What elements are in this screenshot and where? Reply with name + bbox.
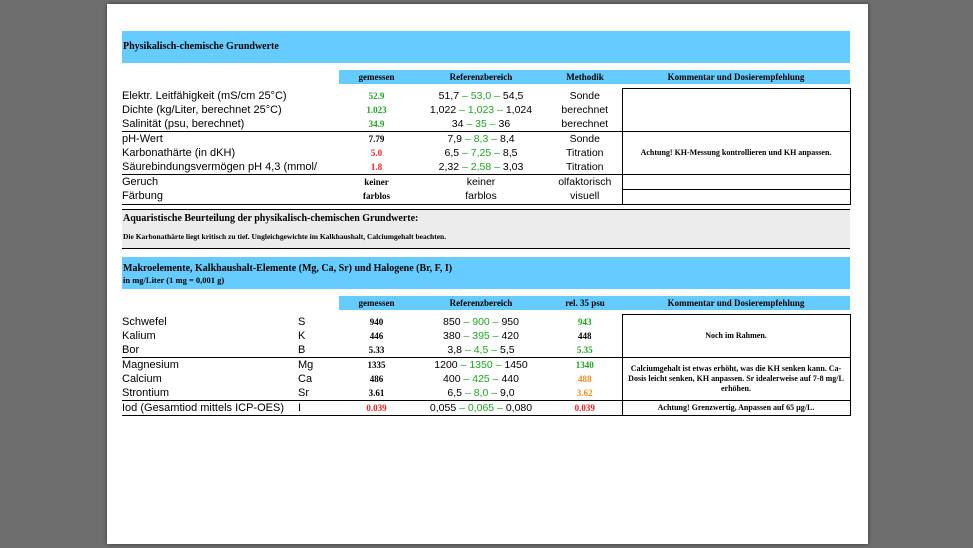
row-label: pH-Wert	[122, 131, 339, 146]
ref-dash: –	[491, 89, 503, 102]
ref-dash: –	[459, 146, 471, 159]
assessment-box	[122, 209, 850, 249]
row-label: Säurebindungsvermögen pH 4,3 (mmol/	[122, 160, 318, 173]
element-symbol: S	[298, 315, 306, 328]
comment-cell-carbonate: Achtung! KH-Messung kontrollieren und KH anpassen.	[622, 131, 850, 174]
ref-dash: –	[489, 372, 502, 385]
row-label: Elektr. Leitfähigkeit (mS/cm 25°C)	[122, 89, 287, 102]
measured-value: 52.9	[368, 90, 385, 101]
section-subtitle: in mg/Liter (1 mg = 0,001 g)	[123, 275, 225, 285]
reference-cell	[414, 372, 548, 386]
section-title: Makroelemente, Kalkhaushalt-Elemente (Mg, Ca, Sr) und Halogene (Br, F, I)	[123, 263, 453, 274]
header-method: Methodik	[548, 70, 622, 84]
relative-cell	[548, 386, 622, 401]
ref-low: 3,8	[447, 343, 462, 356]
ref-low: 51,7	[438, 89, 460, 102]
measured-value: keiner	[364, 176, 389, 187]
ref-dash: –	[494, 401, 506, 414]
measured-value: 1.023	[366, 104, 387, 115]
element-name: Magnesium	[122, 357, 298, 372]
ref-dash: –	[460, 315, 473, 328]
ref-high: 8,4	[499, 132, 515, 145]
ref-dash: –	[456, 401, 468, 414]
reference-cell: keiner	[414, 174, 548, 189]
ref-low: 6,5	[447, 386, 462, 399]
measured-value: 1335	[367, 359, 386, 370]
element-name: Calcium	[122, 372, 162, 385]
relative-value: 943	[578, 316, 592, 327]
ref-dash: –	[492, 358, 505, 371]
comment-cell	[622, 189, 850, 204]
row-label: Dichte (kg/Liter, berechnet 25°C)	[122, 103, 282, 116]
ref-dash: –	[491, 160, 503, 173]
measured-value: 5.33	[368, 344, 385, 355]
header-reference: Referenzbereich	[414, 296, 548, 310]
ref-dash: –	[457, 358, 470, 371]
method-cell: olfaktorisch	[548, 174, 622, 189]
relative-cell	[548, 357, 622, 372]
table-row	[122, 189, 850, 204]
measured-value: 5.0	[370, 147, 383, 158]
header-comment: Kommentar und Dosierempfehlung	[622, 70, 850, 84]
ref-mid: 35	[475, 117, 487, 130]
ref-dash: –	[488, 132, 500, 145]
method-cell: Titration	[565, 146, 604, 159]
element-symbol: Mg	[298, 357, 339, 372]
assessment-text: Die Karbonathärte liegt kritisch zu tief. Ungleichgewichte im Kalkhaushalt, Calciumgehalt beachten.	[123, 232, 447, 241]
value-cell	[339, 146, 414, 160]
reference-cell	[414, 117, 548, 132]
macroelements-table	[122, 296, 851, 416]
ref-low: 400	[443, 372, 461, 385]
value-cell	[339, 189, 414, 204]
ref-high: 0,080	[505, 401, 533, 414]
ref-high: 54,5	[502, 89, 524, 102]
ref-mid: 4,5	[473, 343, 489, 356]
ref-mid: 7,25	[470, 146, 492, 159]
ref-high: 3,03	[502, 160, 524, 173]
element-symbol: B	[298, 343, 306, 356]
ref-dash: –	[463, 117, 476, 130]
comment-cell-iod: Achtung! Grenzwertig, Anpassen auf 65 µg/L.	[622, 400, 850, 415]
method-cell: Sonde	[569, 89, 600, 102]
table-row	[122, 357, 850, 372]
ref-mid: 395	[472, 329, 490, 342]
measured-value: 1.8	[370, 161, 383, 172]
value-cell	[339, 315, 414, 329]
ref-mid: 2,58	[470, 160, 492, 173]
reference-cell	[414, 103, 548, 117]
relative-cell	[548, 329, 622, 343]
value-cell	[339, 160, 414, 175]
row-label: Salinität (psu, berechnet)	[122, 117, 245, 130]
ref-high: 1,024	[505, 103, 533, 116]
value-cell	[339, 89, 414, 103]
ref-low: 1200	[434, 358, 458, 371]
element-name: Schwefel	[122, 315, 167, 328]
reference-cell	[414, 329, 548, 343]
ref-low: 6,5	[444, 146, 460, 159]
measured-value: 486	[369, 373, 384, 384]
element-symbol: Sr	[298, 386, 309, 399]
header-measured: gemessen	[339, 70, 414, 84]
reference-cell	[414, 357, 548, 372]
value-cell	[339, 103, 414, 117]
ref-low: 2,32	[438, 160, 460, 173]
comment-cell-calcium: Calciumgehalt ist etwas erhöht, was die KH senken kann. Ca-Dosis leicht senken, KH anpassen. Sr idealerweise auf 7-8 mg/L erhöhen.	[622, 357, 850, 400]
element-symbol: I	[298, 400, 339, 415]
reference-cell	[414, 400, 548, 415]
value-cell	[339, 372, 414, 386]
measured-value: 7.79	[368, 133, 385, 144]
row-label: Karbonathärte (in dKH)	[122, 146, 236, 159]
ref-low: 380	[443, 329, 461, 342]
header-reference: Referenzbereich	[414, 70, 548, 84]
ref-low: 34	[451, 117, 464, 130]
ref-dash: –	[489, 315, 502, 328]
ref-dash: –	[456, 103, 468, 116]
table-header-row	[122, 70, 850, 84]
ref-dash: –	[459, 160, 471, 173]
table-row	[122, 89, 850, 103]
reference-cell	[414, 343, 548, 358]
ref-high: 36	[498, 117, 511, 130]
value-cell	[339, 174, 414, 189]
ref-mid: 8,3	[473, 132, 489, 145]
relative-value: 5.35	[576, 344, 593, 355]
method-cell: visuell	[548, 189, 622, 204]
ref-mid: 8,0	[473, 386, 489, 399]
reference-cell	[414, 146, 548, 160]
ref-mid: 425	[472, 372, 490, 385]
ref-dash: –	[488, 386, 500, 399]
relative-value: 3.62	[576, 387, 593, 398]
ref-high: 1450	[504, 358, 528, 371]
ref-mid: 0,065	[467, 401, 495, 414]
element-name: Kalium	[122, 329, 156, 342]
measured-value: 0.039	[366, 402, 387, 413]
ref-dash: –	[460, 329, 473, 342]
table-row	[122, 131, 850, 146]
ref-low: 850	[443, 315, 461, 328]
section-title: Physikalisch-chemische Grundwerte	[123, 41, 279, 52]
ref-dash: –	[460, 372, 473, 385]
relative-value: 448	[578, 330, 592, 341]
table-row	[122, 315, 850, 329]
table-header-row	[122, 296, 850, 310]
relative-value: 0.039	[574, 402, 595, 413]
measured-value: 446	[369, 330, 384, 341]
relative-value: 1340	[575, 359, 594, 370]
reference-cell	[414, 89, 548, 103]
ref-low: 0,055	[429, 401, 457, 414]
relative-cell	[548, 400, 622, 415]
method-cell: Sonde	[548, 131, 622, 146]
ref-mid: 1,023	[467, 103, 495, 116]
ref-dash: –	[491, 146, 503, 159]
measured-value: 3.61	[368, 387, 385, 398]
ref-mid: 53,0	[470, 89, 492, 102]
ref-high: 440	[501, 372, 519, 385]
value-cell	[339, 386, 414, 401]
table-row	[122, 400, 850, 415]
section-header-macroelements	[122, 257, 850, 289]
element-name: Bor	[122, 343, 140, 356]
row-label: Färbung	[122, 189, 339, 204]
ref-dash: –	[494, 103, 506, 116]
ref-dash: –	[489, 329, 502, 342]
method-cell: berechnet	[561, 103, 609, 116]
value-cell	[339, 131, 414, 146]
relative-cell	[548, 315, 622, 329]
header-comment: Kommentar und Dosierempfehlung	[622, 296, 850, 310]
element-name: Iod (Gesamtiod mittels ICP-OES)	[122, 400, 298, 415]
element-name: Strontium	[122, 386, 170, 399]
ref-high: 420	[501, 329, 519, 342]
value-cell	[339, 117, 414, 132]
ref-dash: –	[462, 386, 474, 399]
header-relative: rel. 35 psu	[548, 296, 622, 310]
reference-cell: farblos	[414, 189, 548, 204]
ref-dash: –	[462, 132, 474, 145]
ref-mid: 1350	[469, 358, 493, 371]
comment-cell-kalium: Noch im Rahmen.	[622, 315, 850, 358]
row-label: Geruch	[122, 174, 339, 189]
ref-dash: –	[459, 89, 471, 102]
relative-cell	[548, 372, 622, 386]
measured-value: 34.9	[368, 118, 385, 129]
ref-low: 7,9	[447, 132, 462, 145]
document-page	[107, 4, 868, 544]
reference-cell	[414, 131, 548, 146]
element-symbol: K	[298, 329, 306, 342]
section-header-physico-chemical	[122, 31, 850, 63]
ref-high: 9,0	[499, 386, 515, 399]
ref-high: 5,5	[499, 343, 515, 356]
table-row	[122, 174, 850, 189]
value-cell	[339, 400, 414, 415]
assessment-heading: Aquaristische Beurteilung der physikalisch-chemischen Grundwerte:	[123, 213, 419, 224]
value-cell	[339, 343, 414, 358]
ref-high: 950	[501, 315, 519, 328]
reference-cell	[414, 315, 548, 329]
element-symbol: Ca	[298, 372, 313, 385]
value-cell	[339, 357, 414, 372]
reference-cell	[414, 160, 548, 175]
relative-cell	[548, 343, 622, 358]
header-measured: gemessen	[339, 296, 414, 310]
method-cell: Titration	[565, 160, 604, 173]
comment-cell	[622, 174, 850, 189]
ref-mid: 900	[472, 315, 490, 328]
method-cell: berechnet	[561, 117, 609, 130]
ref-low: 1,022	[429, 103, 457, 116]
ref-dash: –	[462, 343, 474, 356]
ref-high: 8,5	[502, 146, 518, 159]
ref-dash: –	[488, 343, 500, 356]
value-cell	[339, 329, 414, 343]
relative-value: 488	[578, 373, 592, 384]
comment-cell	[622, 89, 850, 132]
reference-cell	[414, 386, 548, 401]
measured-value: 940	[369, 316, 384, 327]
physico-chemical-table	[122, 70, 851, 205]
ref-dash: –	[486, 117, 499, 130]
measured-value: farblos	[363, 191, 390, 202]
